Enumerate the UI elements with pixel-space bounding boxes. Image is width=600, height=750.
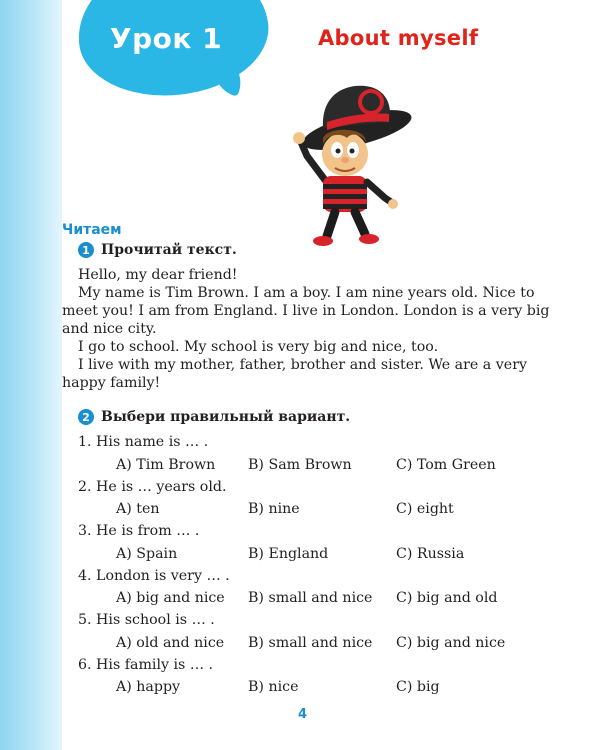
quiz-option-b[interactable]: B) nice [248, 679, 299, 695]
quiz-option-c[interactable]: C) eight [396, 501, 454, 517]
quiz-question: 3. He is from … . [78, 523, 200, 539]
quiz-question: 1. His name is … . [78, 434, 209, 450]
task-number-badge: 2 [78, 409, 94, 425]
quiz-option-c[interactable]: C) big [396, 679, 440, 695]
page-number: 4 [298, 707, 308, 722]
reading-paragraph: My name is Tim Brown. I am a boy. I am nine years old. Nice to meet you! I am from England. I live in London. London is a very big and nice city. [62, 285, 550, 337]
task-2-instruction: Выбери правильный вариант. [101, 409, 351, 425]
quiz-options-row [78, 454, 548, 476]
quiz-option-b[interactable]: B) Sam Brown [248, 456, 352, 473]
quiz-option-a[interactable]: A) old and nice [116, 634, 225, 651]
task-2-heading [78, 409, 350, 425]
task-1-heading [78, 242, 237, 258]
side-decoration-strip [0, 0, 62, 750]
quiz-option-a[interactable]: A) big and nice [116, 590, 225, 606]
quiz-option-b[interactable]: B) small and nice [248, 634, 373, 651]
quiz-option-a[interactable]: A) Spain [116, 545, 178, 562]
quiz-questions [78, 431, 548, 698]
reading-paragraph: I live with my mother, father, brother and sister. We are a very happy family! [62, 357, 527, 391]
quiz-option-b[interactable]: B) small and nice [248, 590, 373, 606]
page-title: About myself [318, 26, 479, 50]
quiz-option-a[interactable]: A) Tim Brown [116, 456, 216, 473]
quiz-option-c[interactable]: C) Tom Green [396, 456, 496, 473]
reading-text [62, 266, 560, 392]
quiz-option-c[interactable]: C) big and old [396, 590, 498, 606]
quiz-question: 6. His family is … . [78, 656, 214, 673]
quiz-options-row [78, 632, 548, 654]
cartoon-boy-in-hat-illustration [285, 78, 415, 248]
quiz-question: 5. His school is … . [78, 612, 215, 628]
quiz-options-row [78, 587, 548, 609]
quiz-options-row [78, 543, 548, 565]
quiz-question: 4. London is very … . [78, 567, 230, 584]
quiz-option-c[interactable]: C) big and nice [396, 634, 506, 651]
reading-paragraph: I go to school. My school is very big and nice, too. [78, 339, 439, 355]
quiz-option-b[interactable]: B) England [248, 545, 329, 562]
task-1-instruction: Прочитай текст. [101, 242, 237, 258]
quiz-options-row [78, 498, 548, 520]
quiz-option-c[interactable]: C) Russia [396, 545, 465, 562]
lesson-label: Урок 1 [110, 22, 223, 55]
quiz-options-row [78, 676, 548, 698]
quiz-option-b[interactable]: B) nine [248, 501, 300, 517]
quiz-option-a[interactable]: A) happy [116, 679, 181, 695]
reading-paragraph: Hello, my dear friend! [78, 267, 238, 283]
quiz-question: 2. He is … years old. [78, 478, 227, 495]
reading-section-title: Читаем [62, 222, 122, 238]
task-number-badge: 1 [78, 242, 94, 258]
quiz-option-a[interactable]: A) ten [116, 501, 160, 517]
